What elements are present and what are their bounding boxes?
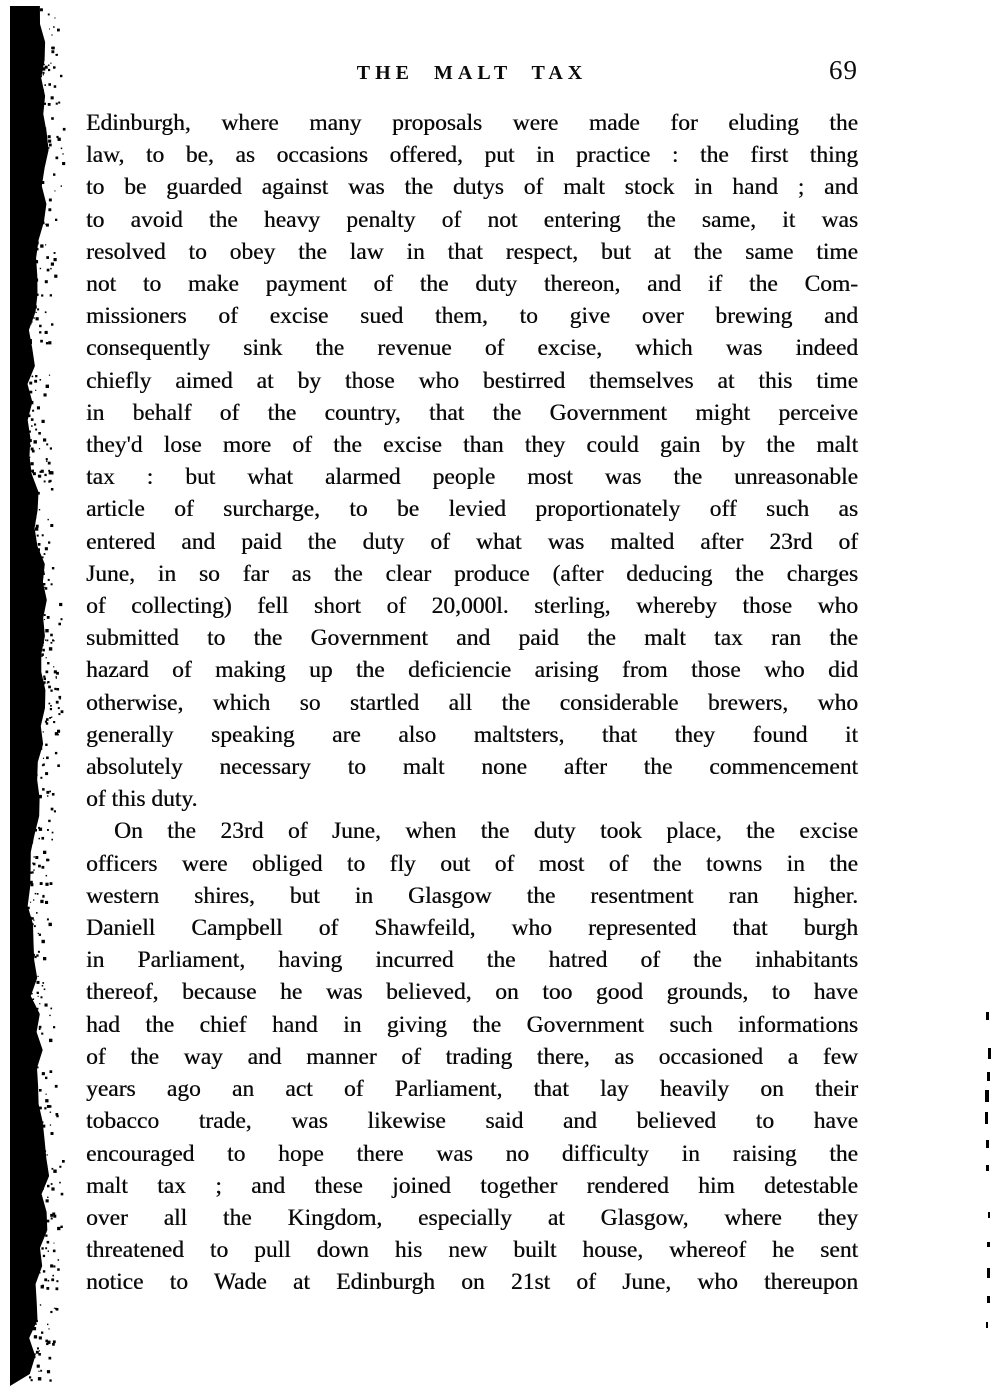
text-line: tax : but what alarmed people most was the unreasonable	[86, 464, 858, 491]
text-line: resolved to obey the law in that respect, but at the same time	[86, 238, 858, 265]
text-line: threatened to pull down his new built house, whereof he sent	[86, 1237, 858, 1264]
text-line: had the chief hand in giving the Government such informations	[86, 1011, 858, 1038]
text-line: years ago an act of Parliament, that lay heavily on their	[86, 1076, 858, 1103]
text-line: otherwise, which so startled all the considerable brewers, who	[86, 689, 858, 716]
scan-edge-mark	[987, 1268, 989, 1278]
text-line: On the 23rd of June, when the duty took place, the excise	[114, 818, 858, 845]
text-line: article of surcharge, to be levied proportionately off such as	[86, 496, 858, 523]
paragraph	[86, 815, 858, 1298]
page-header	[86, 55, 858, 98]
paragraph	[86, 107, 858, 815]
text-line: notice to Wade at Edinburgh on 21st of June, who thereupon	[86, 1269, 858, 1296]
running-head-title: THE MALT TAX	[356, 62, 588, 84]
text-line: submitted to the Government and paid the malt tax ran the	[86, 625, 858, 652]
text-line: Edinburgh, where many proposals were made for eluding the	[86, 110, 858, 136]
scan-edge-mark	[987, 1242, 990, 1247]
text-line: in Parliament, having incurred the hatred of the inhabitants	[86, 947, 858, 974]
text-line: western shires, but in Glasgow the resentment ran higher.	[86, 882, 858, 909]
scan-edge-mark	[986, 1322, 989, 1328]
scan-edge-mark	[986, 1165, 989, 1171]
text-line: over all the Kingdom, especially at Glasgow, where they	[86, 1204, 858, 1231]
text-line: chiefly aimed at by those who bestirred themselves at this time	[86, 367, 858, 394]
text-line: entered and paid the duty of what was malted after 23rd of	[86, 528, 858, 555]
text-line: consequently sink the revenue of excise, which was indeed	[86, 335, 858, 362]
text-line: not to make payment of the duty thereon, and if the Com-	[86, 271, 858, 298]
text-line: to avoid the heavy penalty of not entering the same, it was	[86, 206, 858, 233]
scan-edge-mark	[988, 1048, 991, 1059]
text-line: hazard of making up the deficiencie arising from those who did	[86, 657, 858, 684]
text-line: Daniell Campbell of Shawfeild, who represented that burgh	[86, 915, 858, 942]
text-line: June, in so far as the clear produce (after deducing the charges	[86, 560, 858, 587]
page-text	[86, 107, 858, 1299]
text-line: tobacco trade, was likewise said and believed to have	[86, 1108, 858, 1135]
text-line: they'd lose more of the excise than they could gain by the malt	[86, 432, 858, 459]
scan-edge-mark	[986, 1012, 989, 1020]
scan-gutter-shadow	[0, 0, 80, 1391]
text-line: of this duty.	[86, 786, 198, 813]
scan-edge-mark	[987, 1072, 990, 1081]
text-line: in behalf of the country, that the Government might perceive	[86, 399, 858, 426]
text-line: officers were obliged to fly out of most of the towns in the	[86, 850, 858, 877]
text-line: encouraged to hope there was no difficulty in raising the	[86, 1140, 858, 1167]
text-line: missioners of excise sued them, to give over brewing and	[86, 303, 858, 330]
text-line: generally speaking are also maltsters, that they found it	[86, 721, 858, 748]
text-line: of collecting) fell short of 20,000l. sterling, whereby those who	[86, 593, 858, 620]
text-line: malt tax ; and these joined together rendered him detestable	[86, 1172, 858, 1199]
text-line: to be guarded against was the dutys of malt stock in hand ; and	[86, 174, 858, 201]
scan-edge-mark	[985, 1112, 988, 1124]
text-line: law, to be, as occasions offered, put in practice : the first thing	[86, 142, 858, 169]
text-line: absolutely necessary to malt none after the commencement	[86, 754, 858, 781]
text-line: of the way and manner of trading there, as occasioned a few	[86, 1043, 858, 1070]
scan-edge-mark	[988, 1212, 990, 1218]
scan-edge-mark	[987, 1296, 990, 1303]
text-line: thereof, because he was believed, on too good grounds, to have	[86, 979, 858, 1006]
scan-edge-mark	[985, 1090, 988, 1102]
page-number: 69	[829, 55, 858, 85]
scan-edge-mark	[986, 1140, 989, 1148]
